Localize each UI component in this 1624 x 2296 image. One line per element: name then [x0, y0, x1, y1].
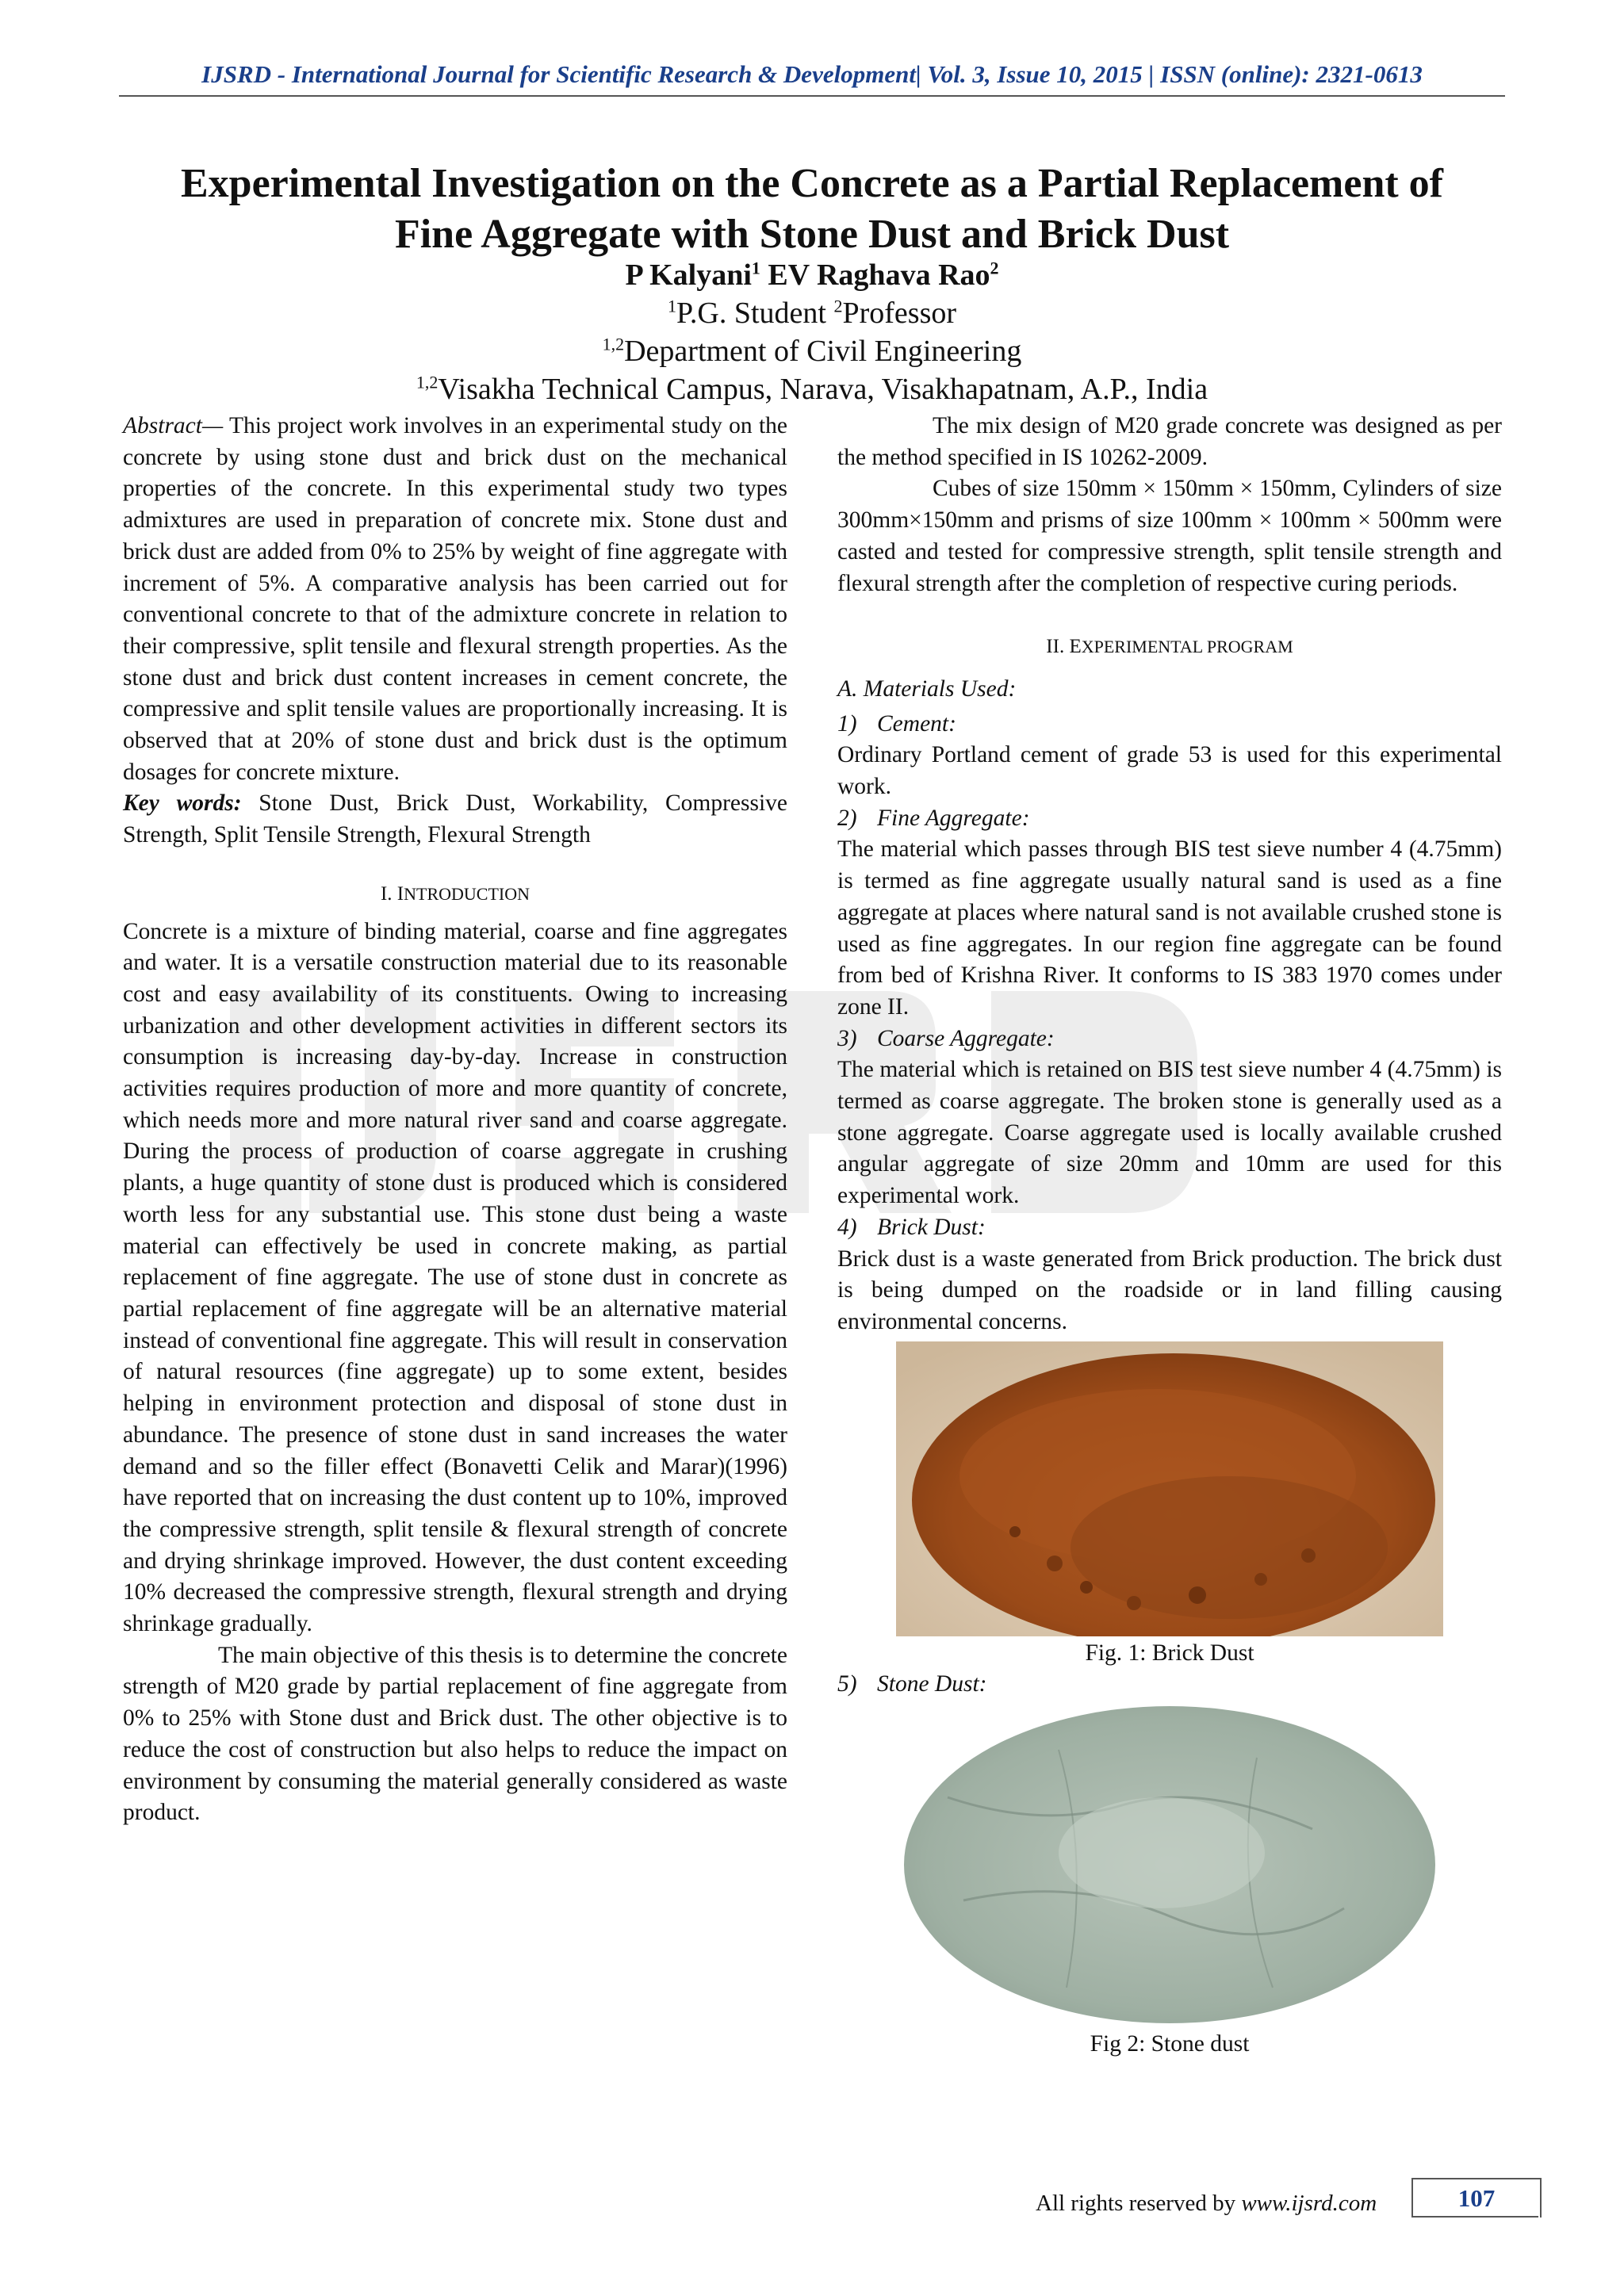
specimen-paragraph: Cubes of size 150mm × 150mm × 150mm, Cylinders of size 300mm×150mm and prisms of size 100mm × 100mm × 500mm were casted and tested for compressive strength, split tensile strength and flexural strength after the completion of respective curing periods.: [837, 476, 1502, 596]
author-line: [0, 258, 1624, 293]
title-line-1: Experimental Investigation on the Concrete as a Partial Replacement of: [180, 161, 1444, 206]
right-column: [837, 411, 1502, 2061]
item-title: Brick Dust:: [877, 1214, 986, 1240]
item-cement-text: Ordinary Portland cement of grade 53 is used for this experimental work.: [837, 742, 1502, 800]
title-line-2: Fine Aggregate with Stone Dust and Brick Dust: [394, 212, 1230, 257]
role-2-sup: 2: [833, 296, 843, 316]
abstract: [123, 411, 787, 788]
role-2: Professor: [842, 297, 957, 330]
footer-site-link[interactable]: www.ijsrd.com: [1241, 2191, 1377, 2216]
inst-sup: 1,2: [416, 372, 439, 392]
author-2-sup: 2: [990, 258, 999, 278]
intro-paragraph-1: Concrete is a mixture of binding material, coarse and fine aggregates and water. It is a versatile construction material due to its reasonable cost and easy availability of its constituents. Owing to increasing urbanization and other development activities in different sectors its consumption is increasing day-by-day. Increase in construction activities requires production of more and more quantity of concrete, which needs more and more natural river sand and coarse aggregate. During the process of production of coarse aggregate in crushing plants, a huge quantity of stone dust is produced which is considered worth less for any substantial use. This stone dust being a waste material can effectively be used in concrete making, as partial replacement of fine aggregate. The use of stone dust in concrete as partial replacement of fine aggregate will be an alternative material instead of conventional fine aggregate. This will result in conservation of natural resources (fine aggregate) up to some extent, besides helping in environment protection and disposal of stone dust in abundance. The presence of stone dust in sand increases the water demand and so the filler effect (Bonavetti Celik and Marar)(1996) have reported that on increasing the dust content up to 10%, improved the compressive strength, split tensile & flexural strength of concrete and drying shrinkage improved. However, the dust content exceeding 10% decreased the compressive strength, flexural strength and drying shrinkage gradually.: [123, 918, 787, 1637]
stone-dust-image: [900, 1702, 1439, 2027]
figure-1-caption: Fig. 1: Brick Dust: [1085, 1640, 1254, 1666]
affiliation-institution: [0, 372, 1624, 407]
footer-rights: [1036, 2191, 1377, 2217]
affiliation-department: [0, 334, 1624, 369]
item-fine-aggregate-text: The material which passes through BIS test sieve number 4 (4.75mm) is termed as fine aggregate usually natural sand is used as a fine aggregate at places where natural sand is not available crushed stone is used as fine aggregates. In our region fine aggregate can be found from bed of Krishna River. It conforms to IS 383 1970 comes under zone II.: [837, 836, 1502, 1020]
paper-title: [95, 159, 1529, 260]
role-1-sup: 1: [667, 296, 676, 316]
brick-dust-photo: [896, 1341, 1443, 1636]
item-stone-dust-heading: [837, 1669, 1502, 1701]
page-number: 107: [1411, 2178, 1542, 2218]
brick-dust-image: [896, 1341, 1443, 1636]
left-column: [123, 411, 787, 1829]
item-fine-aggregate-heading: [837, 803, 1502, 835]
item-brick-dust-heading: [837, 1212, 1502, 1244]
intro-title-rest: NTRODUCTION: [404, 883, 530, 904]
footer-rights-text: All rights reserved by: [1036, 2191, 1242, 2216]
item-title: Coarse Aggregate:: [877, 1025, 1055, 1051]
item-number: 1): [837, 710, 857, 737]
author-1-sup: 1: [751, 258, 760, 278]
section-heading-experimental-program: [837, 631, 1502, 663]
affiliation-roles: [0, 296, 1624, 331]
item-number: 2): [837, 805, 857, 831]
footer-rule: [1411, 2216, 1538, 2218]
item-number: 5): [837, 1671, 857, 1697]
item-coarse-aggregate-text: The material which is retained on BIS test sieve number 4 (4.75mm) is termed as coarse aggregate. The broken stone is generally used as a stone aggregate. Coarse aggregate used is locally available crushed angular aggregate of size 20mm and 10mm are used for this experimental work.: [837, 1057, 1502, 1209]
journal-header: IJSRD - International Journal for Scientific Research & Development| Vol. 3, Issue 10, 2015 | ISSN (online): 2321-0613: [201, 60, 1423, 88]
institution: Visakha Technical Campus, Narava, Visakhapatnam, A.P., India: [438, 373, 1208, 406]
item-title: Fine Aggregate:: [877, 805, 1030, 831]
abstract-label: Abstract—: [123, 413, 224, 438]
keywords-label: Key words:: [123, 790, 242, 817]
keywords: [123, 788, 787, 851]
item-coarse-aggregate-heading: [837, 1024, 1502, 1055]
abstract-text: This project work involves in an experimental study on the concrete by using stone dust and brick dust on the mechanical properties of the concrete. In this experimental study two types admixtures are used in preparation of concrete mix. Stone dust and brick dust are added from 0% to 25% by weight of fine aggregate with increment of 5%. A comparative analysis has been carried out for conventional concrete to that of the admixture concrete in relation to their compressive, split tensile and flexural strength properties. As the stone dust and brick dust content increases in cement concrete, the compressive and split tensile values are proportionally increasing. It is observed that at 20% of stone dust and brick dust is the optimum dosages for concrete mixture.: [123, 413, 787, 785]
author-2: EV Raghava Rao: [768, 258, 990, 292]
item-title: Stone Dust:: [877, 1671, 987, 1697]
sec2-num: II.: [1046, 636, 1065, 658]
item-title: Cement:: [877, 710, 956, 737]
author-1: P Kalyani: [625, 258, 752, 292]
intro-title-first: I: [396, 882, 404, 905]
department: Department of Civil Engineering: [624, 335, 1022, 368]
item-cement-heading: [837, 709, 1502, 740]
stone-dust-photo: [900, 1702, 1439, 2027]
figure-2-caption: Fig 2: Stone dust: [1090, 2031, 1250, 2057]
header-rule: [119, 95, 1505, 97]
role-1: P.G. Student: [676, 297, 826, 330]
item-number: 4): [837, 1214, 857, 1240]
dept-sup: 1,2: [602, 334, 625, 354]
intro-paragraph-2: The main objective of this thesis is to determine the concrete strength of M20 grade by partial replacement of fine aggregate from 0% to 25% with Stone dust and Brick dust. The other objective is to reduce the cost of construction but also helps to reduce the impact on environment by consuming the material generally considered as waste product.: [123, 1642, 787, 1826]
sec2-title-rest: XPERIMENTAL PROGRAM: [1081, 637, 1293, 657]
item-number: 3): [837, 1025, 857, 1051]
intro-num: I.: [380, 882, 393, 905]
section-heading-introduction: [123, 878, 787, 910]
sec2-title-first: E: [1069, 636, 1082, 658]
item-brick-dust-text: Brick dust is a waste generated from Brick production. The brick dust is being dumped on the roadside or in land filling causing environmental concerns.: [837, 1246, 1502, 1334]
mix-design-paragraph: The mix design of M20 grade concrete was designed as per the method specified in IS 10262-2009.: [837, 413, 1502, 470]
keywords-text: Stone Dust, Brick Dust, Workability, Compressive Strength, Split Tensile Strength, Flexural Strength: [123, 790, 787, 848]
subsection-materials-used: A. Materials Used:: [837, 675, 1017, 702]
